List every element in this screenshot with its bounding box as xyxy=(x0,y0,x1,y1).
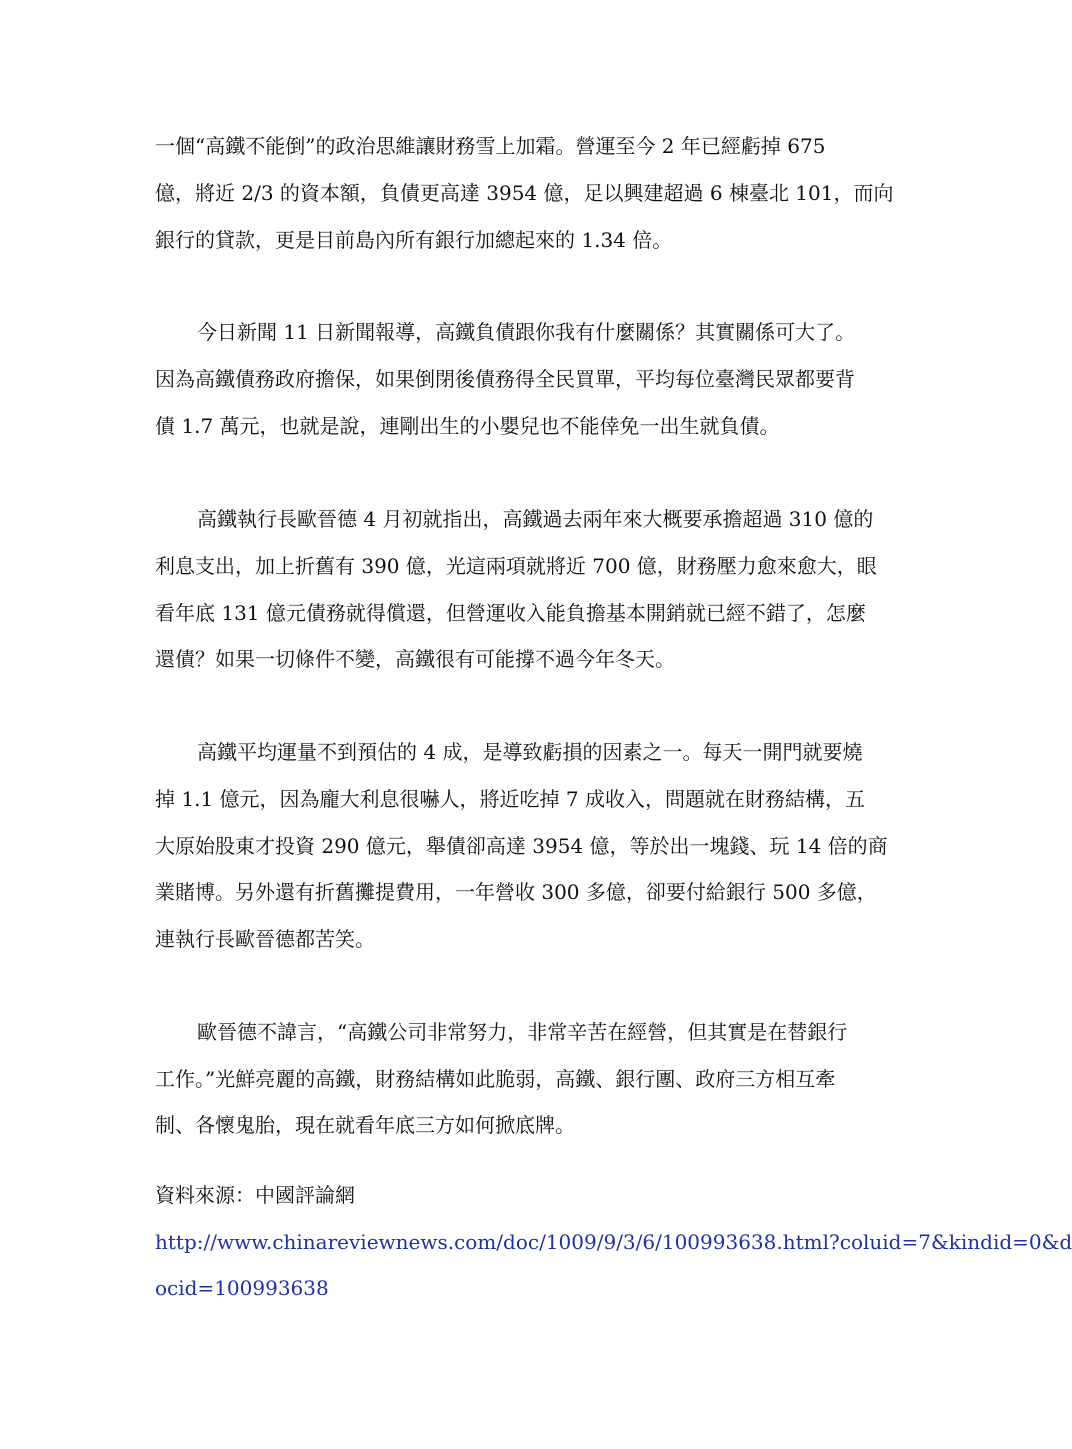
paragraph-line: 億，將近 2/3 的資本額，負債更高達 3954 億，足以興建超過 6 棟臺北 101，而向 xyxy=(155,181,894,205)
paragraph-line: 還債？如果一切條件不變，高鐵很有可能撐不過今年冬天。 xyxy=(155,647,675,671)
paragraph-line: 因為高鐵債務政府擔保，如果倒閉後債務得全民買單，平均每位臺灣民眾都要背 xyxy=(155,367,855,391)
paragraph-line: 業賭博。另外還有折舊攤提費用，一年營收 300 多億，卻要付給銀行 500 多億， xyxy=(155,880,877,904)
paragraph-line: 掉 1.1 億元，因為龐大利息很嚇人，將近吃掉 7 成收入，問題就在財務結構，五 xyxy=(155,787,865,811)
paragraph-line: 一個“高鐵不能倒”的政治思維讓財務雪上加霜。營運至今 2 年已經虧掉 675 xyxy=(155,134,826,158)
paragraph-line: 看年底 131 億元債務就得償還，但營運收入能負擔基本開銷就已經不錯了，怎麼 xyxy=(155,601,866,625)
paragraph-line: 連執行長歐晉德都苦笑。 xyxy=(155,927,375,951)
paragraph-line: 利息支出，加上折舊有 390 億，光這兩項就將近 700 億，財務壓力愈來愈大，眼 xyxy=(155,554,877,578)
paragraph-line: 高鐵平均運量不到預估的 4 成，是導致虧損的因素之一。每天一開門就要燒 xyxy=(197,740,863,764)
paragraph-line: 工作。”光鮮亮麗的高鐵，財務結構如此脆弱，高鐵、銀行團、政府三方相互牽 xyxy=(155,1067,836,1091)
paragraph-line: 制、各懷鬼胎，現在就看年底三方如何掀底牌。 xyxy=(155,1113,575,1137)
paragraph-line: 大原始股東才投資 290 億元，舉債卻高達 3954 億，等於出一塊錢、玩 14 倍的商 xyxy=(155,834,888,858)
source-url-link[interactable]: http://www.chinareviewnews.com/doc/1009/9/3/6/100993638.html?coluid=7&kindid=0&d xyxy=(155,1230,1072,1254)
paragraph-line: 高鐵執行長歐晉德 4 月初就指出，高鐵過去兩年來大概要承擔超過 310 億的 xyxy=(197,507,874,531)
paragraph-line: 今日新聞 11 日新聞報導，高鐵負債跟你我有什麼關係？其實關係可大了。 xyxy=(197,320,856,344)
paragraph-line: 歐晉德不諱言，“高鐵公司非常努力，非常辛苦在經營，但其實是在替銀行 xyxy=(197,1020,848,1044)
source-url-link-continued[interactable]: ocid=100993638 xyxy=(155,1276,329,1300)
paragraph-line: 債 1.7 萬元，也就是說，連剛出生的小嬰兒也不能倖免一出生就負債。 xyxy=(155,414,780,438)
source-label: 資料來源：中國評論網 xyxy=(155,1183,355,1207)
paragraph-line: 銀行的貸款，更是目前島內所有銀行加總起來的 1.34 倍。 xyxy=(155,228,673,252)
